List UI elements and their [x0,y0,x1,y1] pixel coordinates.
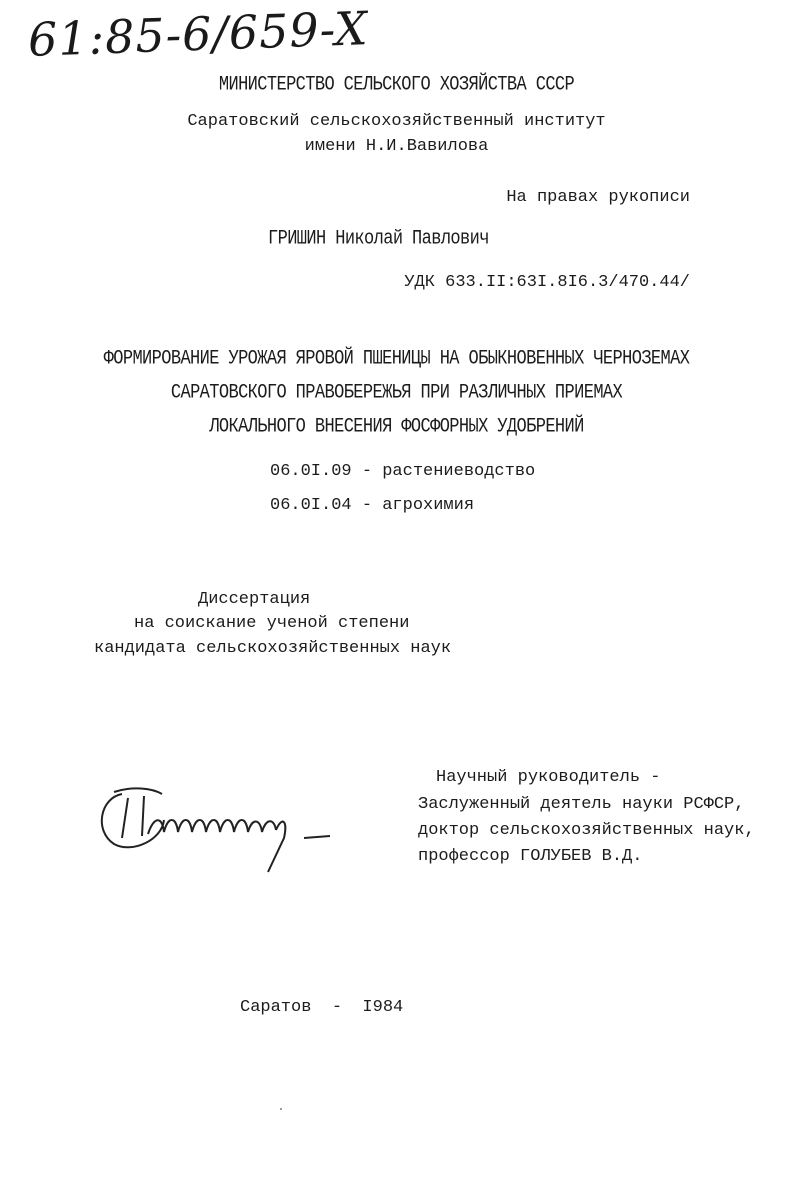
dissertation-field: кандидата сельскохозяйственных наук [94,639,452,658]
supervisor-name: профессор ГОЛУБЕВ В.Д. [418,847,643,866]
title-line-2: САРАТОВСКОГО ПРАВОБЕРЕЖЬЯ ПРИ РАЗЛИЧНЫХ ПРИЕМАХ [170,382,623,405]
institute-dedication: имени Н.И.Вавилова [304,137,489,156]
institute-name: Саратовский сельскохозяйственный институт [187,112,606,131]
author-signature [92,776,352,876]
supervisor-role: Научный руководитель - [436,768,661,787]
specialty-2: 06.0I.04 - агрохимия [270,496,475,515]
handwritten-inventory-number: 61:85-6/659-X [27,1,370,67]
udc-code: УДК 633.II:63I.8I6.3/470.44/ [404,273,690,292]
ministry-name: МИНИСТЕРСТВО СЕЛЬСКОГО ХОЗЯЙСТВА СССР [218,74,575,97]
city-year: Саратов - I984 [240,998,404,1017]
specialty-1: 06.0I.09 - растениеводство [270,462,536,481]
title-line-3: ЛОКАЛЬНОГО ВНЕСЕНИЯ ФОСФОРНЫХ УДОБРЕНИЙ [209,416,584,439]
author-name: ГРИШИН Николай Павлович [268,228,489,251]
scan-speck [280,1108,282,1110]
manuscript-note: На правах рукописи [506,188,690,207]
dissertation-degree-line: на соискание ученой степени [134,614,410,633]
dissertation-label: Диссертация [198,590,311,609]
supervisor-honor: Заслуженный деятель науки РСФСР, [418,795,745,814]
supervisor-degree: доктор сельскохозяйственных наук, [418,821,755,840]
title-line-1: ФОРМИРОВАНИЕ УРОЖАЯ ЯРОВОЙ ПШЕНИЦЫ НА ОБЫКНОВЕННЫХ ЧЕРНОЗЕМАХ [103,348,690,371]
